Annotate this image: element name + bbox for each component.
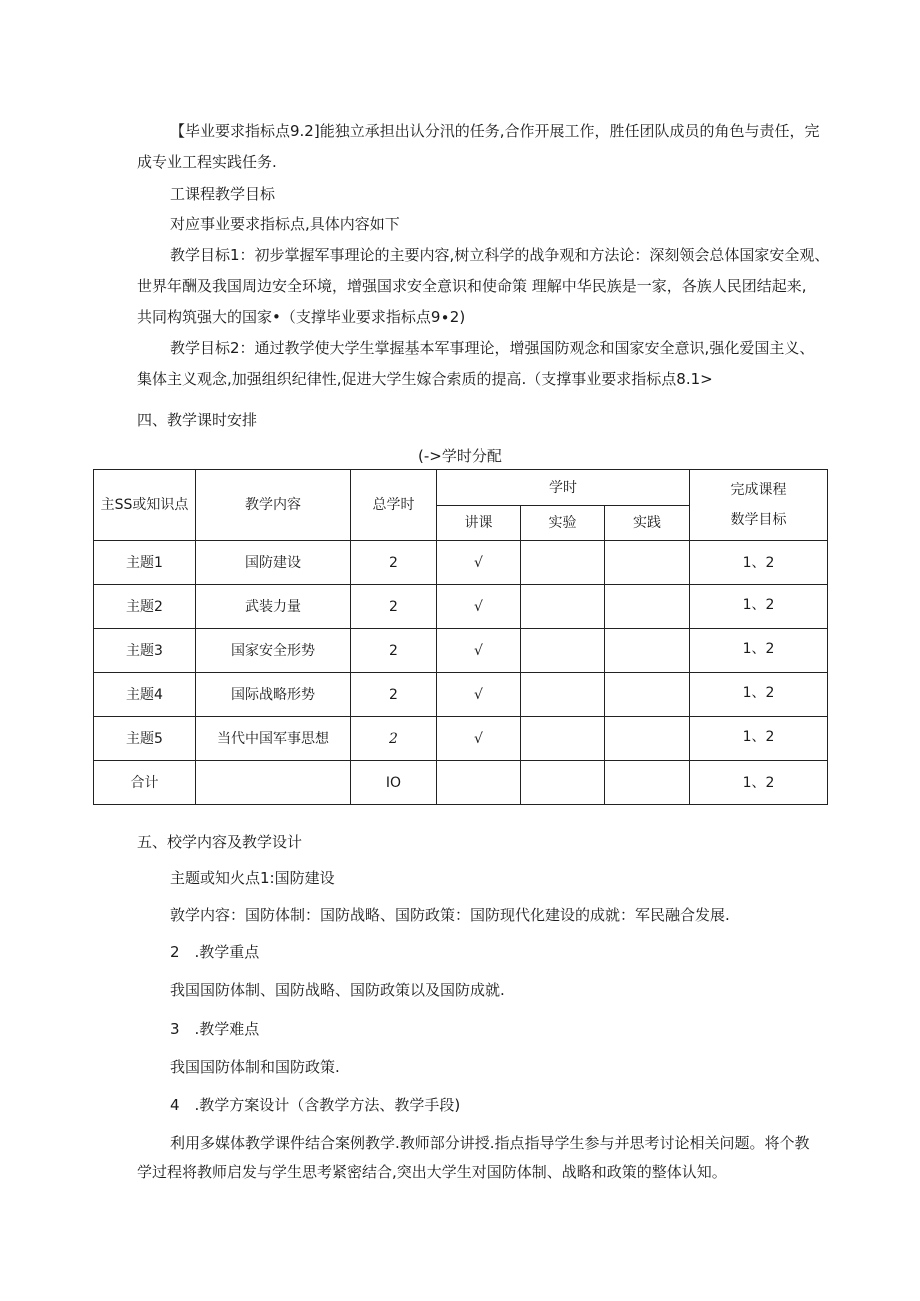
header-total: 总学时: [351, 470, 437, 541]
design-line-1: 利用多媒体教学课件结合案例教学.教师部分讲授.指点指导学生参与并思考讨论相关问题。将个教: [170, 1134, 810, 1152]
row-goal: 1、2: [690, 673, 828, 717]
content-heading: 五、校学内容及教学设计: [137, 833, 303, 851]
row-experiment: [521, 673, 605, 717]
total-goal: 1、2: [690, 761, 828, 805]
row-goal: 1、2: [690, 717, 828, 761]
table-caption: (->学时分配: [418, 447, 502, 465]
row-lecture: √: [437, 585, 521, 629]
goal1-line-3: 共同构筑强大的国家•（支撑毕业要求指标点9∙2): [137, 308, 466, 326]
table-row: [94, 717, 828, 761]
teaching-content: 敦学内容：国防体制：国防战略、国防政策：国防现代化建设的成就：军民融合发展.: [170, 906, 730, 924]
row-goal: 1、2: [690, 541, 828, 585]
row-total: 2: [351, 541, 437, 585]
goal2-line-2: 集体主义观念,加强组织纪律性,促进大学生嫁合索质的提高.（支撑事业要求指标点8.1>: [137, 370, 713, 388]
table-row: [94, 541, 828, 585]
row-experiment: [521, 717, 605, 761]
header-topic: 主SS或知识点: [94, 470, 196, 541]
design-line-2: 学过程将教师启发与学生思考紧密结合,突出大学生对国防体制、战略和政策的整体认知。: [137, 1163, 727, 1181]
goal2-line-1: 教学目标2：通过教学使大学生掌握基本军事理论，增强国防观念和国家安全意识,强化爱国主义、: [170, 339, 815, 357]
row-total: 2: [351, 585, 437, 629]
header-content: 教学内容: [196, 470, 351, 541]
row-experiment: [521, 629, 605, 673]
row-practice: [605, 541, 690, 585]
row-total: 2: [351, 673, 437, 717]
header-goal-line-2: 数学目标: [730, 512, 787, 528]
topic-title: 主题或知火点1:国防建设: [170, 869, 335, 887]
difficulties-title: 3 .教学难点: [170, 1020, 260, 1038]
goal1-line-2: 世界年酬及我国周边安全环境，增强国求安全意识和使命策 理解中华民族是一家，各族人民团结起来,: [137, 277, 807, 295]
row-experiment: [521, 541, 605, 585]
row-lecture: √: [437, 629, 521, 673]
header-goal-line-1: 完成课程: [730, 482, 787, 498]
row-lecture: √: [437, 673, 521, 717]
total-practice: [605, 761, 690, 805]
row-topic: 主题5: [94, 717, 196, 761]
row-practice: [605, 585, 690, 629]
table-total-row: [94, 761, 828, 805]
key-points-title: 2 .教学重点: [170, 943, 260, 961]
table-row: [94, 673, 828, 717]
header-hours: 学时: [437, 470, 690, 506]
header-experiment: 实验: [521, 506, 605, 541]
row-content: 当代中国军事思想: [196, 717, 351, 761]
goals-subheading: 对应事业要求指标点,具体内容如下: [170, 215, 400, 233]
row-goal: 1、2: [690, 629, 828, 673]
row-lecture: √: [437, 541, 521, 585]
total-content: [196, 761, 351, 805]
key-points: 我国国防体制、国防战略、国防政策以及国防成就.: [170, 981, 505, 999]
row-total: 2: [351, 629, 437, 673]
row-total: 2: [351, 717, 437, 761]
header-goal: [690, 470, 828, 541]
row-topic: 主题4: [94, 673, 196, 717]
total-lecture: [437, 761, 521, 805]
row-content: 国防建设: [196, 541, 351, 585]
header-practice: 实践: [605, 506, 690, 541]
row-lecture: √: [437, 717, 521, 761]
intro-line-2: 成专业工程实践任务.: [137, 153, 277, 171]
row-goal: 1、2: [690, 585, 828, 629]
total-hours: IO: [351, 761, 437, 805]
goal1-line-1: 教学目标1：初步掌握军事理论的主要内容,树立科学的战争观和方法论：深刻领会总体国家安全观、: [170, 246, 830, 264]
row-content: 武装力量: [196, 585, 351, 629]
design-title: 4 .教学方案设计（含教学方法、教学手段): [170, 1096, 461, 1114]
goals-heading: 工课程教学目标: [170, 185, 276, 203]
row-experiment: [521, 585, 605, 629]
table-row: [94, 585, 828, 629]
difficulties: 我国国防体制和国防政策.: [170, 1058, 340, 1076]
total-experiment: [521, 761, 605, 805]
row-content: 国际战略形势: [196, 673, 351, 717]
row-topic: 主题3: [94, 629, 196, 673]
total-topic: 合计: [94, 761, 196, 805]
intro-line-1: 【毕业要求指标点9.2]能独立承担出认分汛的任务,合作开展工作，胜任团队成员的角色与责任，完: [170, 122, 820, 140]
row-topic: 主题1: [94, 541, 196, 585]
table-row: [94, 629, 828, 673]
row-content: 国家安全形势: [196, 629, 351, 673]
row-practice: [605, 673, 690, 717]
row-practice: [605, 717, 690, 761]
row-practice: [605, 629, 690, 673]
row-topic: 主题2: [94, 585, 196, 629]
hours-table: [93, 469, 828, 805]
header-lecture: 讲课: [437, 506, 521, 541]
hours-heading: 四、教学课时安排: [137, 411, 258, 429]
